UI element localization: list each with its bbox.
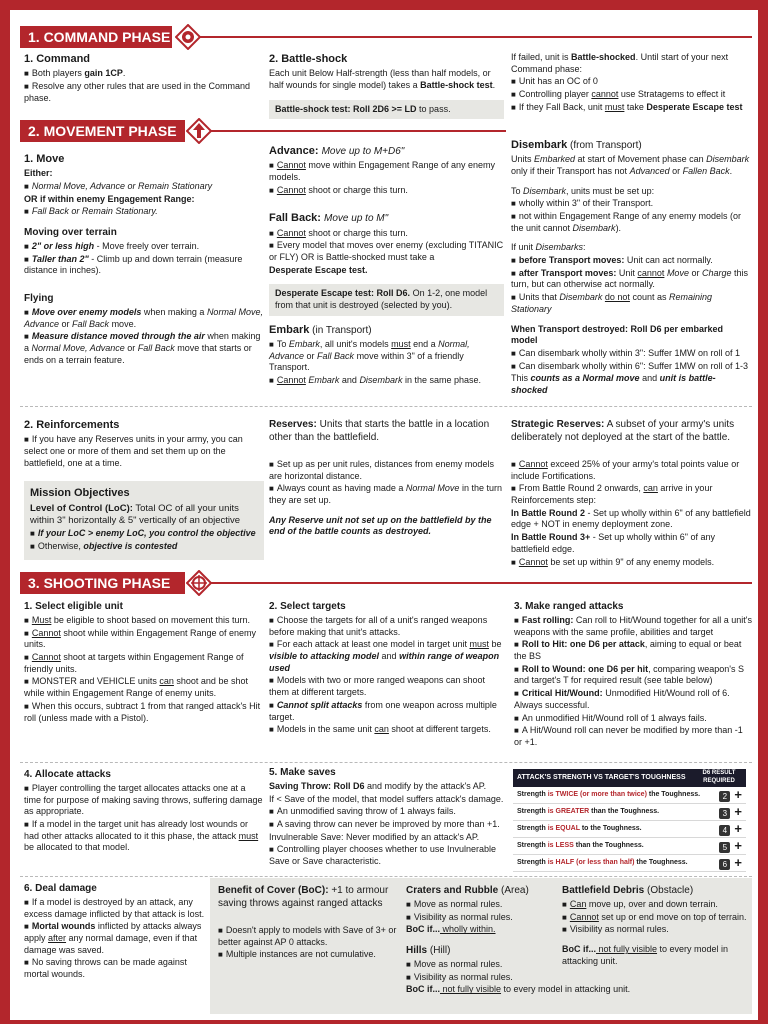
debris-heading: Battlefield Debris (Obstacle) <box>562 885 694 896</box>
table-row-result <box>719 821 742 838</box>
d6-die-icon: 2 <box>719 791 730 802</box>
craters-rule-2: ■ Visibility as normal rules. <box>406 912 554 924</box>
hills-heading: Hills (Hill) <box>406 945 451 957</box>
command-phase-title: 1. COMMAND PHASE <box>28 29 171 45</box>
reserves-rule-1: ■ Set up as per unit rules, distances from enemy models are horizontal distance. <box>269 459 504 482</box>
disembark-rule-5: ■ Units that Disembark do not count as Remaining Stationary <box>511 292 751 315</box>
fallback-rule-2: ■ Every model that moves over enemy (excluding TITANIC or FLY) OR is Battle-shocked must take a <box>269 240 504 263</box>
or-if-label: OR if within enemy Engagement Range: <box>24 193 195 204</box>
reserves-note: Any Reserve unit not set up on the battlefield by the end of the battle counts as destroyed. <box>269 514 492 537</box>
disembark-rule-1: ■ wholly within 3" of their Transport. <box>511 198 751 210</box>
hills-boc: BoC if... not fully visible to every model in attacking unit. <box>406 984 631 995</box>
reserves-text: Reserves: Units that starts the battle in a location other than the battlefield. <box>269 419 490 443</box>
select-unit-rule-2: ■ Cannot shoot while within Engagement Range of enemy units. <box>24 628 264 651</box>
plus-icon: + <box>734 854 742 870</box>
cover-col <box>218 884 398 962</box>
command-col-1 <box>24 52 264 105</box>
disembark-setup: To Disembark, units must be set up: <box>511 185 655 196</box>
table-header-label: ATTACK'S STRENGTH VS TARGET'S TOUGHNESS <box>517 774 686 782</box>
reference-sheet <box>10 10 758 1020</box>
d6-die-icon: 3 <box>719 808 730 819</box>
fallback-rule-1: ■ Cannot shoot or charge this turn. <box>269 228 504 240</box>
saves-rule-3: ■ Controlling player chooses whether to use Invulnerable Save or Save characteristic. <box>269 844 504 867</box>
command-col-2 <box>269 52 504 119</box>
objective-control-rule: ■ If your LoC > enemy LoC, you control the objective <box>30 528 258 540</box>
move-col-1 <box>24 152 264 368</box>
select-unit-rule-1: ■ Must be eligible to shoot based on movement this turn. <box>24 615 264 627</box>
select-unit-heading: 1. Select eligible unit <box>24 601 123 612</box>
ranged-rule-3: ■ Roll to Wound: one D6 per hit, comparing weapon's S and target's T for required result (see table below) <box>514 664 752 687</box>
terrain-rule-2: ■ Taller than 2" - Climb up and down terrain (measure distance in inches). <box>24 254 264 277</box>
table-row <box>513 838 746 855</box>
plus-icon: + <box>734 803 742 819</box>
cover-rule-1: ■ Doesn't apply to models with Save of 3+ or better against AP 0 attacks. <box>218 925 398 948</box>
shooting-phase-banner <box>20 572 185 594</box>
battleshocked-rule-3: ■ If they Fall Back, unit must take Desperate Escape test <box>511 102 751 114</box>
saves-col <box>269 766 504 869</box>
cover-rule-2: ■ Multiple instances are not cumulative. <box>218 949 398 961</box>
allocate-col <box>24 768 264 855</box>
debris-col <box>562 884 748 968</box>
transport-destroyed-rule-3: This counts as a Normal move and unit is battle-shocked <box>511 373 716 395</box>
transport-destroyed-heading: When Transport destroyed: Roll D6 per embarked model <box>511 323 724 346</box>
table-row-result <box>719 838 742 855</box>
deal-damage-heading: 6. Deal damage <box>24 883 97 894</box>
battleshocked-rule-1: ■ Unit has an OC of 0 <box>511 76 751 88</box>
select-unit-rule-5: ■ When this occurs, subtract 1 from that ranged attack's Hit roll (unless made with a Pistol). <box>24 701 264 724</box>
allocate-rule-1: ■ Player controlling the target allocates attacks one at a time for purpose of making saving throws, suffering damage as appropriate. <box>24 783 264 818</box>
damage-rule-2: ■ Mortal wounds inflicted by attacks always apply after any normal damage, even if that damage was saved. <box>24 921 210 956</box>
allocate-heading: 4. Allocate attacks <box>24 769 111 780</box>
plus-icon: + <box>734 837 742 853</box>
hills-rule-2: ■ Visibility as normal rules. <box>406 972 554 984</box>
plus-icon: + <box>734 786 742 802</box>
arrow-up-emblem-icon <box>186 118 212 144</box>
shoot-col-3 <box>514 600 752 750</box>
table-row-text: Strength is TWICE (or more than twice) the Toughness. <box>517 791 701 799</box>
command-phase-rule <box>200 36 752 38</box>
d6-die-icon: 4 <box>719 825 730 836</box>
craters-heading: Craters and Rubble (Area) <box>406 885 529 896</box>
damage-rule-1: ■ If a model is destroyed by an attack, any excess damage inflicted by that attack is lost. <box>24 897 210 920</box>
damage-rule-3: ■ No saving throws can be made against mortal wounds. <box>24 957 210 980</box>
strategic-rule-1: ■ Cannot exceed 25% of your army's total points value or include Fortifications. <box>511 459 751 482</box>
debris-boc: BoC if... not fully visible to every model in attacking unit. <box>562 944 729 966</box>
flying-heading: Flying <box>24 293 54 305</box>
movement-phase-banner <box>20 120 185 142</box>
divider <box>20 406 752 407</box>
mission-objectives-box <box>24 481 264 559</box>
either-rule: ■ Normal Move, Advance or Remain Stationary <box>24 181 264 193</box>
select-targets-heading: 2. Select targets <box>269 601 346 612</box>
saves-rule-2: ■ A saving throw can never be improved by more than +1. <box>269 819 504 831</box>
select-targets-rule-1: ■ Choose the targets for all of a unit's ranged weapons before making that unit's attacks. <box>269 615 504 638</box>
battleshocked-text: If failed, unit is Battle-shocked. Until start of your next Command phase: <box>511 52 729 74</box>
embark-rule-1: ■ To Embark, all unit's models must end a Normal, Advance or Fall Back move within 3" of a friendly Transport. <box>269 339 504 374</box>
table-row <box>513 787 746 804</box>
move-col-2 <box>269 144 504 388</box>
reinforcements-rule: ■ If you have any Reserves units in your army, you can select one or more of them and set them up on the battlefield, one at a time. <box>24 434 264 469</box>
invulnerable-save-text: Invulnerable Save: Never modified by an attack's AP. <box>269 831 480 842</box>
transport-destroyed-rule-2: ■ Can disembark wholly within 6": Suffer 1MW on roll of 1-3 <box>511 361 751 373</box>
saving-throw-text: Saving Throw: Roll D6 and modify by the attack's AP. <box>269 781 487 791</box>
shooting-phase-rule <box>211 582 752 584</box>
strategic-rule-3: In Battle Round 2 - Set up wholly within 6" of any battlefield edge + NOT in enemy deployment zone. <box>511 507 751 530</box>
ranged-rule-4: ■ Critical Hit/Wound: Unmodified Hit/Wound roll of 6. Always successful. <box>514 688 752 711</box>
d6-die-icon: 5 <box>719 842 730 853</box>
command-rule-2: ■ Resolve any other rules that are used in the Command phase. <box>24 81 264 104</box>
disembark-rule-2: ■ not within Engagement Range of any enemy models (or the unit cannot Disembark). <box>511 211 751 234</box>
select-targets-rule-3: ■ Models with two or more ranged weapons can shoot them at different targets. <box>269 675 504 698</box>
table-row-result <box>719 804 742 821</box>
hills-rule-1: ■ Move as normal rules. <box>406 959 554 971</box>
advance-rule-1: ■ Cannot move within Engagement Range of any enemy models. <box>269 160 504 183</box>
disembark-heading: Disembark (from Transport) <box>511 139 642 151</box>
movement-phase-rule <box>211 130 506 132</box>
desperate-escape-box: Desperate Escape test: Roll D6. On 1-2, one model from that unit is destroyed (selected by you). <box>269 284 504 315</box>
select-targets-rule-5: ■ Models in the same unit can shoot at different targets. <box>269 724 504 736</box>
move-col-3 <box>511 138 751 398</box>
table-header-result: D6 RESULT REQUIRED <box>702 770 736 784</box>
shooting-phase-title: 3. SHOOTING PHASE <box>28 575 171 591</box>
embark-heading: Embark (in Transport) <box>269 323 372 336</box>
table-row <box>513 855 746 872</box>
ranged-rule-1: ■ Fast rolling: Can roll to Hit/Wound together for all a unit's weapons with the same profile, abilities and target <box>514 615 752 638</box>
disembark-rule-4: ■ after Transport moves: Unit cannot Move or Charge this turn, but can otherwise act normally. <box>511 268 751 291</box>
command-phase-banner <box>20 26 172 48</box>
table-row-text: Strength is GREATER than the Toughness. <box>517 808 660 816</box>
fallback-heading: Fall Back: Move up to M" <box>269 212 389 225</box>
debris-rule-3: ■ Visibility as normal rules. <box>562 924 748 936</box>
either-label: Either: <box>24 168 53 179</box>
embark-rule-2: ■ Cannot Embark and Disembark in the same phase. <box>269 375 504 387</box>
plus-icon: + <box>734 820 742 836</box>
allocate-rule-2: ■ If a model in the target unit has already lost wounds or had other attacks allocated to it this phase, the attack must be allocated to that model. <box>24 819 264 854</box>
fallback-rule-3: Desperate Escape test. <box>269 264 368 275</box>
reinforce-col-2 <box>269 418 504 539</box>
cover-heading: Benefit of Cover (BoC): +1 to armour saving throws against ranged attacks <box>218 885 389 909</box>
terrain-heading: Moving over terrain <box>24 227 117 239</box>
terrain-rule-1: ■ 2" or less high - Move freely over terrain. <box>24 241 264 253</box>
battleshock-test-box: Battle-shock test: Roll 2D6 >= LD to pass. <box>269 100 504 120</box>
strategic-rule-5: ■ Cannot be set up within 9" of any enemy models. <box>511 557 751 569</box>
table-row-result <box>719 855 742 872</box>
movement-phase-title: 2. MOVEMENT PHASE <box>28 123 177 139</box>
reinforce-col-3 <box>511 418 751 569</box>
damage-col <box>24 882 210 982</box>
saves-rule-0: If < Save of the model, that model suffers attack's damage. <box>269 793 504 804</box>
shoot-col-1 <box>24 600 264 725</box>
d6-die-icon: 6 <box>719 859 730 870</box>
table-row <box>513 821 746 838</box>
select-unit-rule-3: ■ Cannot shoot at targets within Engagement Range of friendly units. <box>24 652 264 675</box>
strategic-rule-4: In Battle Round 3+ - Set up wholly within 6" of any battlefield edge. <box>511 532 716 554</box>
shoot-col-2 <box>269 600 504 737</box>
battleshock-heading: 2. Battle-shock <box>269 53 348 65</box>
battleshocked-rule-2: ■ Controlling player cannot use Stratagems to effect it <box>511 89 751 101</box>
divider <box>20 762 752 763</box>
disembark-if: If unit Disembarks: <box>511 242 586 253</box>
advance-rule-2: ■ Cannot shoot or charge this turn. <box>269 185 504 197</box>
ranged-rule-5: ■ An unmodified Hit/Wound roll of 1 always fails. <box>514 713 752 725</box>
table-row-result <box>719 787 742 804</box>
reserves-rule-2: ■ Always count as having made a Normal Move in the turn they are set up. <box>269 483 504 506</box>
battleshock-text: Each unit Below Half-strength (less than half models, or half wounds for single model) takes a Battle-shock test. <box>269 68 496 90</box>
crosshair-emblem-icon <box>186 570 212 596</box>
disembark-text: Units Embarked at start of Movement phase can Disembark only if their Transport has not Advanced or Fallen Back. <box>511 154 750 176</box>
flying-rule-1: ■ Move over enemy models when making a Normal Move, Advance or Fall Back move. <box>24 307 264 330</box>
terrain-panel <box>210 878 752 1014</box>
debris-rule-2: ■ Cannot set up or end move on top of terrain. <box>562 912 748 924</box>
gear-emblem-icon <box>175 24 201 50</box>
strategic-reserves-text: Strategic Reserves: A subset of your army's units deliberately not deployed at the start of the battle. <box>511 419 735 443</box>
debris-rule-1: ■ Can move up, over and down terrain. <box>562 899 748 911</box>
select-unit-rule-4: ■ MONSTER and VEHICLE units can shoot and be shot while within Engagement Range of enemy units. <box>24 676 264 699</box>
reinforcements-heading: 2. Reinforcements <box>24 419 120 431</box>
craters-rule-1: ■ Move as normal rules. <box>406 899 554 911</box>
divider <box>20 876 752 877</box>
transport-destroyed-rule-1: ■ Can disembark wholly within 3": Suffer 1MW on roll of 1 <box>511 348 751 360</box>
saves-heading: 5. Make saves <box>269 767 336 778</box>
table-row-text: Strength is LESS than the Toughness. <box>517 842 644 850</box>
craters-boc: BoC if... wholly within. <box>406 924 496 935</box>
objective-contested-rule: ■ Otherwise, objective is contested <box>30 541 258 553</box>
command-rule-1: ■ Both players gain 1CP. <box>24 68 264 80</box>
table-row <box>513 804 746 821</box>
table-header <box>513 769 746 787</box>
table-row-text: Strength is EQUAL to the Toughness. <box>517 825 642 833</box>
reinforce-col-1 <box>24 418 264 560</box>
flying-rule-2: ■ Measure distance moved through the air when making a Normal Move, Advance or Fall Back move that starts or ends on a terrain feature. <box>24 331 264 366</box>
mission-objectives-heading: Mission Objectives <box>30 487 130 500</box>
ranged-attacks-heading: 3. Make ranged attacks <box>514 601 624 612</box>
advance-heading: Advance: Move up to M+D6" <box>269 145 405 157</box>
loc-text: Level of Control (LoC): Total OC of all your units within 3" horizontally & 5" vertically of an objective <box>30 502 241 526</box>
select-targets-rule-4: ■ Cannot split attacks from one weapon across multiple target. <box>269 700 504 723</box>
or-if-rule: ■ Fall Back or Remain Stationary. <box>24 206 264 218</box>
command-col-3 <box>511 52 751 114</box>
ranged-rule-6: ■ A Hit/Wound roll can never be modified by more than -1 or +1. <box>514 725 752 748</box>
strategic-rule-2: ■ From Battle Round 2 onwards, can arrive in your Reinforcements step: <box>511 483 751 506</box>
ranged-rule-2: ■ Roll to Hit: one D6 per attack, aiming to equal or beat the BS <box>514 639 752 662</box>
select-targets-rule-2: ■ For each attack at least one model in target unit must be visible to attacking model and within range of weapon used <box>269 639 504 674</box>
move-heading: 1. Move <box>24 153 65 165</box>
strength-toughness-table <box>513 769 746 872</box>
command-heading: 1. Command <box>24 53 91 65</box>
saves-rule-1: ■ An unmodified saving throw of 1 always fails. <box>269 806 504 818</box>
table-row-text: Strength is HALF (or less than half) the Toughness. <box>517 859 688 867</box>
disembark-rule-3: ■ before Transport moves: Unit can act normally. <box>511 255 751 267</box>
